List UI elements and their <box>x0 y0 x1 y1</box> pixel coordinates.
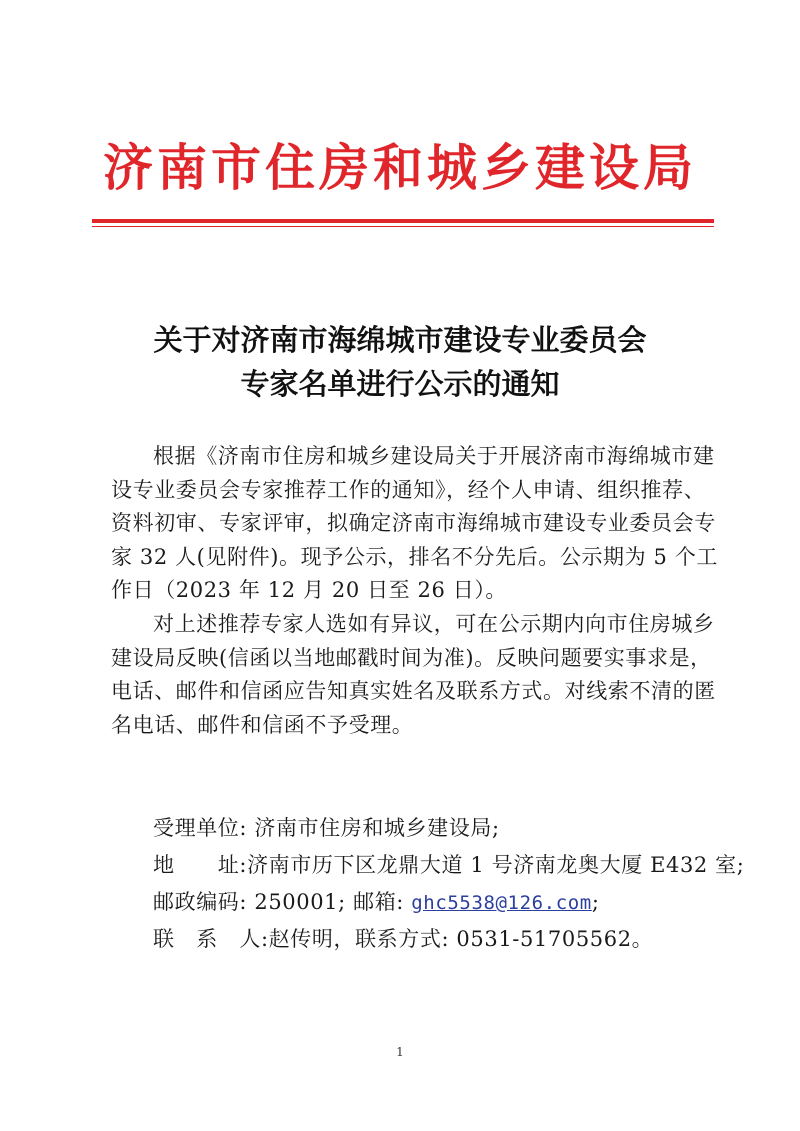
contact-person-label: 联 系 人: <box>153 927 269 951</box>
paragraph-1-line: 资料初审、专家评审，拟确定济南市海绵城市建设专业委员会专 <box>111 511 716 536</box>
paragraph-2-line: 建设局反映(信函以当地邮戳时间为准)。反映问题要实事求是， <box>111 645 712 670</box>
contact-postcode-value: 250001; <box>254 890 346 914</box>
contact-address-value: 济南市历下区龙鼎大道 1 号济南龙奥大厦 E432 室; <box>247 853 745 877</box>
paragraph-1-line: 家 32 人(见附件)。现予公示，排名不分先后。公示期为 5 个工 <box>111 544 718 569</box>
contact-postcode-label: 邮政编码: <box>153 890 248 914</box>
notice-body <box>111 440 718 742</box>
letterhead-rule-thick <box>92 219 714 223</box>
paragraph-1-line: 设专业委员会专家推荐工作的通知》，经个人申请、组织推荐、 <box>111 477 706 502</box>
notice-title-line-2: 专家名单进行公示的通知 <box>240 367 560 401</box>
paragraph-2-line: 名电话、邮件和信函不予受理。 <box>111 712 414 737</box>
contact-address-label: 地 址: <box>153 853 248 877</box>
paragraph-2-line: 对上述推荐专家人选如有异议，可在公示期内向市住房城乡 <box>153 611 715 636</box>
letterhead-rule-thin <box>92 226 714 227</box>
contact-email-label: 邮箱: <box>353 890 404 914</box>
page-number: 1 <box>396 1045 404 1059</box>
contact-person-row <box>153 921 744 958</box>
contact-unit-label: 受理单位: <box>153 816 248 840</box>
contact-info <box>153 810 744 958</box>
paragraph-2-line: 电话、邮件和信函应告知真实姓名及联系方式。对线索不清的匿 <box>111 679 716 704</box>
paragraph-1-line: 根据《济南市住房和城乡建设局关于开展济南市海绵城市建 <box>153 444 715 468</box>
contact-postcode-row <box>153 884 744 921</box>
contact-person-value: 赵传明，联系方式: 0531-51705562。 <box>268 927 654 951</box>
notice-title <box>0 318 800 406</box>
contact-address-row <box>153 847 744 884</box>
contact-unit-row <box>153 810 744 847</box>
notice-title-line-1: 关于对济南市海绵城市建设专业委员会 <box>153 323 647 357</box>
contact-email-suffix: ; <box>591 890 600 914</box>
contact-unit-value: 济南市住房和城乡建设局; <box>254 816 500 840</box>
paragraph-1-line: 作日（2023 年 12 月 20 日至 26 日）。 <box>111 578 508 603</box>
contact-email-link[interactable]: ghc5538@126.com <box>411 892 592 914</box>
letterhead-title: 济南市住房和城乡建设局 <box>103 138 697 197</box>
